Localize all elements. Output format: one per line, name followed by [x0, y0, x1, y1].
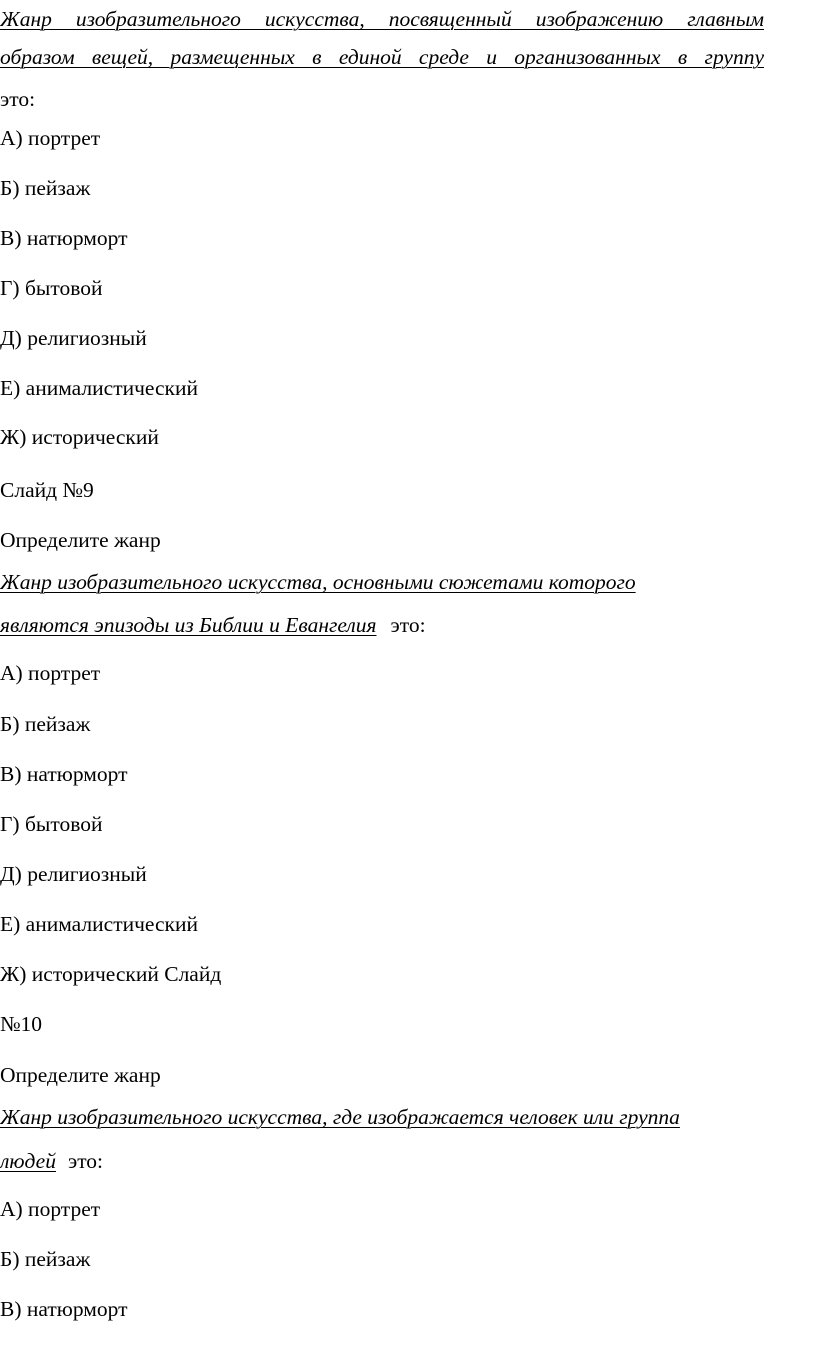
slide-title: Слайд №9: [0, 478, 94, 502]
answer-option: В) натюрморт: [0, 226, 128, 250]
question-text-line: Жанр изобразительного искусства, где изображается человек или группа: [0, 1105, 680, 1129]
answer-option: Д) религиозный: [0, 862, 147, 886]
answer-option: Б) пейзаж: [0, 712, 91, 736]
answer-option: А) портрет: [0, 661, 101, 685]
answer-option: Е) анималистический: [0, 912, 198, 936]
answer-option: Ж) исторический Слайд: [0, 962, 222, 986]
answer-option: Г) бытовой: [0, 276, 103, 300]
question-suffix: это:: [390, 613, 426, 637]
answer-option: Ж) исторический: [0, 425, 159, 449]
question-text-line: образом вещей, размещенных в единой среде и организованных в группу: [0, 45, 764, 69]
answer-option: А) портрет: [0, 126, 101, 150]
answer-option: В) натюрморт: [0, 1297, 128, 1321]
question-text-line: Жанр изобразительного искусства, посвященный изображению главным: [0, 7, 764, 31]
question-text-line: Жанр изобразительного искусства, основными сюжетами которого: [0, 570, 636, 594]
question-suffix: это:: [0, 87, 36, 111]
answer-option: Е) анималистический: [0, 376, 198, 400]
answer-option: Д) религиозный: [0, 326, 147, 350]
question-suffix: это:: [67, 1149, 104, 1173]
slide-title: №10: [0, 1012, 43, 1036]
answer-option: Б) пейзаж: [0, 1247, 91, 1271]
question-text-line: [0, 1148, 103, 1174]
instruction-text: Определите жанр: [0, 1063, 161, 1087]
answer-option: В) натюрморт: [0, 762, 128, 786]
answer-option: Б) пейзаж: [0, 176, 91, 200]
question-text-italic: являются эпизоды из Библии и Евангелия: [0, 613, 377, 637]
question-text-line: [0, 612, 426, 638]
question-text-italic: людей: [0, 1149, 56, 1173]
instruction-text: Определите жанр: [0, 528, 161, 552]
answer-option: А) портрет: [0, 1197, 101, 1221]
answer-option: Г) бытовой: [0, 812, 103, 836]
